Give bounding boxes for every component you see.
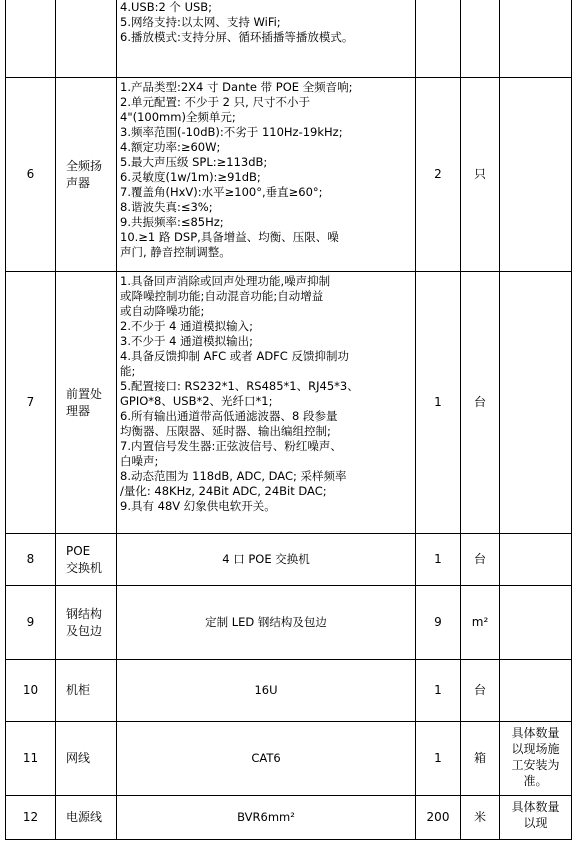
row-number: 12 (6, 796, 56, 840)
spec-line: 白噪声; (120, 454, 159, 468)
row-number: 10 (6, 660, 56, 722)
item-name: 钢结构及包边 (66, 606, 103, 638)
spec-line: 2.不少于 4 通道模拟输入; (120, 319, 253, 333)
spec-line: 6.灵敏度(1w/1m):≥91dB; (120, 170, 261, 184)
table-row (6, 796, 572, 840)
table-row (6, 586, 572, 660)
row-number: 11 (6, 722, 56, 796)
spec-line: 5.配置接口: RS232*1、RS485*1、RJ45*3、 (120, 379, 359, 393)
item-spec (117, 660, 416, 722)
table-row (6, 78, 572, 272)
item-quantity: 9 (416, 586, 461, 660)
table-row (6, 0, 572, 78)
table-row (6, 722, 572, 796)
spec-line: 3.不少于 4 通道模拟输出; (120, 334, 253, 348)
spec-line: 4.USB:2 个 USB; (120, 0, 213, 14)
spec-line: 9.具有 48V 幻象供电软开关。 (120, 499, 276, 513)
item-unit: 箱 (461, 722, 500, 796)
spec-line: 9.共振频率:≤85Hz; (120, 215, 224, 229)
item-unit: m² (461, 586, 500, 660)
spec-line: /量化: 48KHz, 24Bit ADC, 24Bit DAC; (120, 484, 327, 498)
spec-line: 或降噪控制功能;自动混音功能;自动增益 (120, 289, 324, 303)
spec-line: 1.具备回声消除或回声处理功能,噪声抑制 (120, 274, 331, 288)
row-number: 7 (6, 272, 56, 534)
spec-line: 定制 LED 钢结构及包边 (205, 615, 327, 629)
item-spec (117, 272, 416, 534)
spec-line: 4.额定功率:≥60W; (120, 140, 221, 154)
spec-line: 能; (120, 364, 136, 378)
item-name: 机柜 (66, 683, 91, 697)
spec-line: 8.谐波失真:≤3%; (120, 200, 213, 214)
item-spec (117, 534, 416, 586)
item-remark: 具体数量以现场施工安装为准。 (511, 726, 560, 788)
row-number: 8 (6, 534, 56, 586)
item-name: POE 交换机 (66, 543, 103, 575)
item-quantity: 200 (416, 796, 461, 840)
item-name: 前置处理器 (66, 386, 103, 418)
item-remark: 具体数量以现 (511, 800, 560, 830)
item-spec (117, 0, 416, 78)
spec-line: 7.覆盖角(HxV):水平≥100°,垂直≥60°; (120, 185, 323, 199)
spec-line: 6.所有输出通道带高低通滤波器、8 段参量 (120, 409, 338, 423)
row-number (6, 0, 56, 78)
spec-line: CAT6 (251, 751, 281, 765)
equipment-table (5, 0, 572, 840)
item-quantity: 2 (416, 78, 461, 272)
item-spec (117, 586, 416, 660)
spec-line: 或自动降噪功能; (120, 304, 205, 318)
spec-line: 8.动态范围为 118dB, ADC, DAC; 采样频率 (120, 469, 347, 483)
spec-line: 10.≥1 路 DSP,具备增益、均衡、压限、噪 (120, 230, 339, 244)
spec-line: 1.产品类型:2X4 寸 Dante 带 POE 全频音响; (120, 80, 353, 94)
spec-line: 5.网络支持:以太网、支持 WiFi; (120, 15, 281, 29)
spec-line: 2.单元配置: 不少于 2 只, 尺寸不小于 (120, 95, 310, 109)
item-unit: 只 (461, 78, 500, 272)
item-unit: 米 (461, 796, 500, 840)
spec-line: 4.具备反馈抑制 AFC 或者 ADFC 反馈抑制功 (120, 349, 349, 363)
item-quantity: 1 (416, 660, 461, 722)
item-quantity: 1 (416, 534, 461, 586)
spec-line: 5.最大声压级 SPL:≥113dB; (120, 155, 268, 169)
table-row (6, 272, 572, 534)
item-name: 电源线 (66, 810, 103, 824)
item-unit: 台 (461, 534, 500, 586)
spec-line: 16U (254, 683, 278, 697)
spec-line: BVR6mm² (237, 810, 295, 824)
item-spec (117, 78, 416, 272)
item-quantity (416, 0, 461, 78)
table-row (6, 534, 572, 586)
item-spec (117, 722, 416, 796)
spec-line: 6.播放模式:支持分屏、循环插播等播放模式。 (120, 30, 354, 44)
item-unit: 台 (461, 660, 500, 722)
item-unit (461, 0, 500, 78)
row-number: 6 (6, 78, 56, 272)
spec-line: 7.内置信号发生器:正弦波信号、粉红噪声、 (120, 439, 342, 453)
item-quantity: 1 (416, 722, 461, 796)
item-spec (117, 796, 416, 840)
row-number: 9 (6, 586, 56, 660)
spec-line: 声门, 静音控制调整。 (120, 245, 231, 259)
item-name: 全频扬声器 (66, 158, 103, 190)
table-row (6, 660, 572, 722)
item-unit: 台 (461, 272, 500, 534)
spec-line: GPIO*8、USB*2、光纤口*1; (120, 394, 273, 408)
spec-line: 3.频率范围(-10dB):不劣于 110Hz-19kHz; (120, 125, 343, 139)
item-name: 网线 (66, 751, 91, 765)
spec-line: 4 口 POE 交换机 (222, 552, 310, 566)
item-quantity: 1 (416, 272, 461, 534)
spec-line: 4"(100mm)全频单元; (120, 110, 236, 124)
spec-line: 均衡器、压限器、延时器、输出编组控制; (120, 424, 331, 438)
